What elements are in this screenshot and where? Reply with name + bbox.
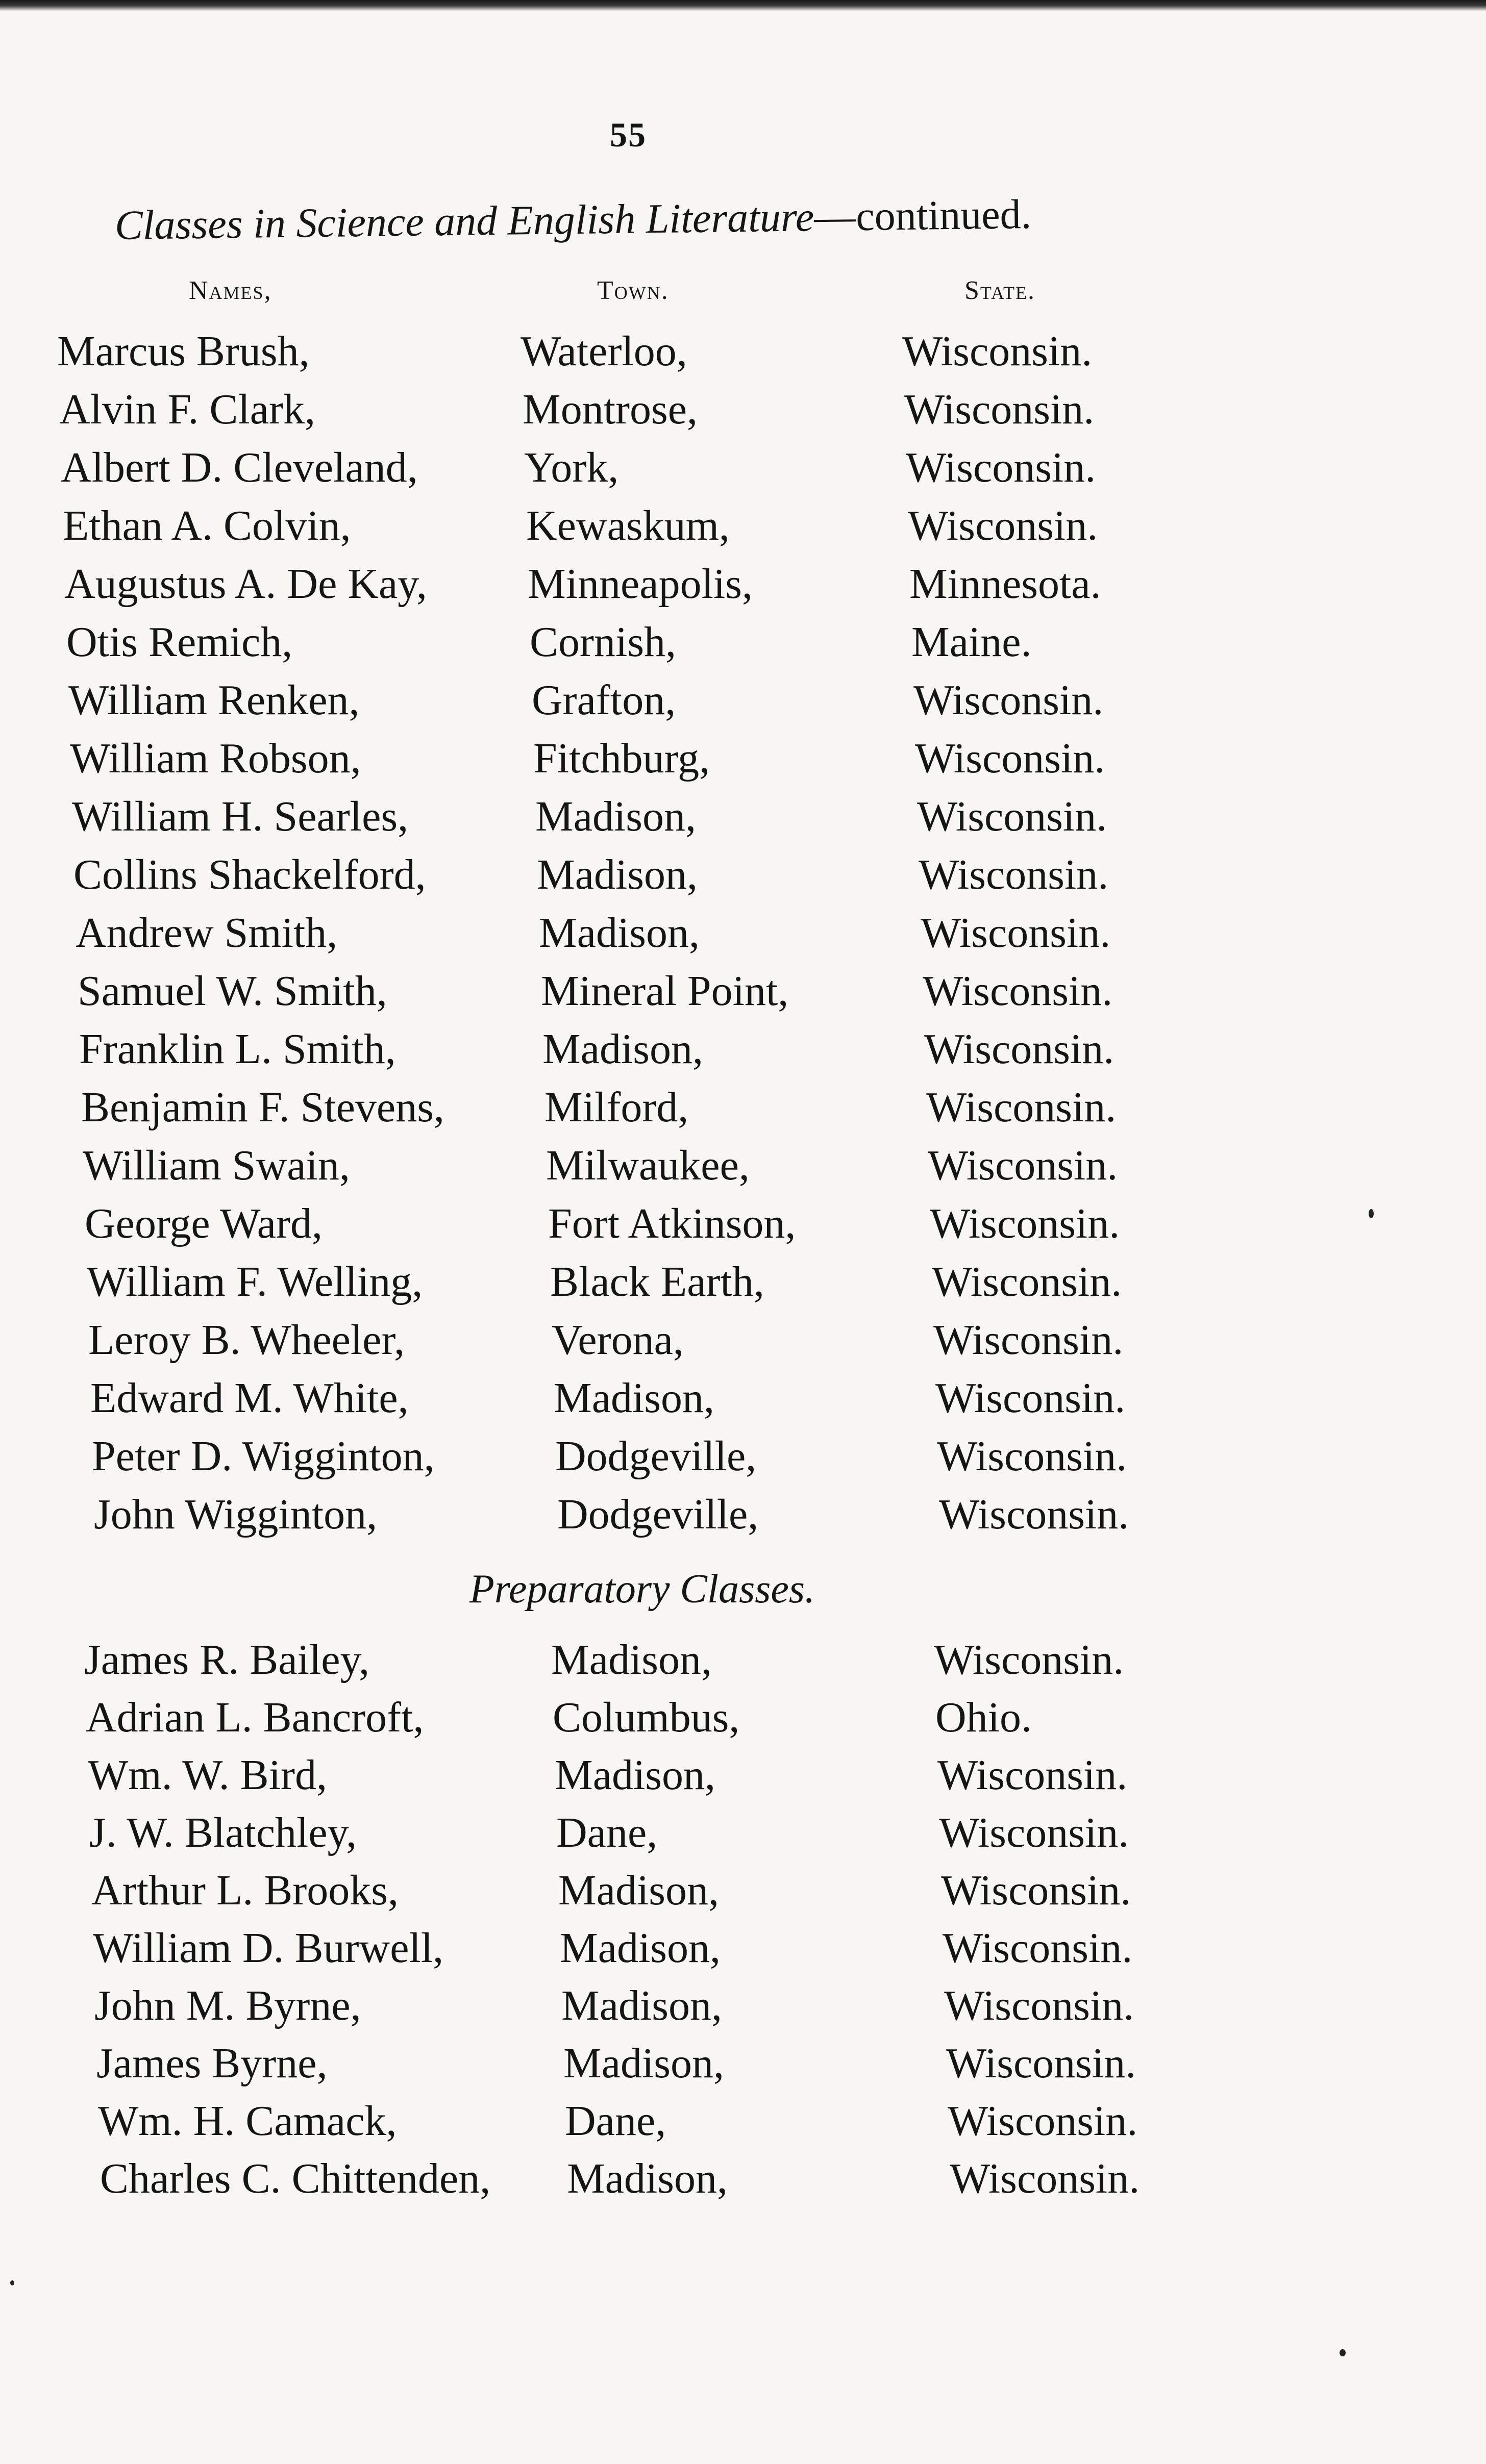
student-state: Wisconsin. xyxy=(935,1374,1126,1422)
student-town: Madison, xyxy=(561,1982,722,2029)
student-town: Madison, xyxy=(560,1924,721,1972)
page-top-edge xyxy=(0,0,1486,11)
list-item xyxy=(0,1750,1486,1801)
list-item xyxy=(0,675,1486,726)
student-state: Wisconsin. xyxy=(950,2155,1140,2202)
student-name: William H. Searles, xyxy=(72,793,409,840)
student-town: Madison, xyxy=(554,1374,714,1422)
student-town: Mineral Point, xyxy=(541,967,789,1015)
student-state: Wisconsin. xyxy=(904,386,1095,433)
student-name: James Byrne, xyxy=(96,2040,328,2087)
list-item xyxy=(0,443,1486,494)
list-item xyxy=(0,1083,1486,1134)
student-town: Milford, xyxy=(544,1084,689,1131)
student-town: Kewaskum, xyxy=(526,502,730,549)
student-town: Madison, xyxy=(567,2155,728,2202)
list-item xyxy=(0,966,1486,1017)
list-item xyxy=(0,1866,1486,1917)
student-town: Madison, xyxy=(558,1867,719,1914)
student-state: Wisconsin. xyxy=(906,444,1096,491)
student-town: Madison, xyxy=(539,909,700,957)
list-item xyxy=(0,1490,1486,1541)
student-town: Minneapolis, xyxy=(528,560,753,608)
student-state: Wisconsin. xyxy=(919,851,1109,898)
student-name: James R. Bailey, xyxy=(84,1636,370,1683)
student-town: Madison, xyxy=(555,1751,715,1799)
student-state: Wisconsin. xyxy=(948,2097,1138,2145)
list-item xyxy=(0,559,1486,610)
student-state: Wisconsin. xyxy=(924,1025,1114,1073)
student-town: Columbus, xyxy=(553,1694,740,1741)
list-item xyxy=(0,2154,1486,2205)
section-heading-science xyxy=(114,190,1031,249)
list-item xyxy=(0,1373,1486,1424)
student-state: Wisconsin. xyxy=(913,676,1104,724)
student-name: Albert D. Cleveland, xyxy=(61,444,418,491)
student-name: Arthur L. Brooks, xyxy=(91,1867,399,1914)
student-name: Peter D. Wigginton, xyxy=(92,1432,435,1480)
student-name: Leroy B. Wheeler, xyxy=(88,1316,405,1364)
column-header-town: Town. xyxy=(597,276,669,305)
student-town: Madison, xyxy=(542,1025,703,1073)
student-town: Madison, xyxy=(535,793,696,840)
student-town: Madison, xyxy=(537,851,698,898)
student-name: William Renken, xyxy=(68,676,360,724)
student-state: Wisconsin. xyxy=(934,1636,1124,1683)
student-town: Milwaukee, xyxy=(546,1142,750,1189)
list-item xyxy=(0,1024,1486,1075)
student-town: Grafton, xyxy=(532,676,676,724)
student-town: Madison, xyxy=(563,2040,724,2087)
section-heading-preparatory: Preparatory Classes. xyxy=(469,1567,815,1612)
section-heading-italic: Classes in Science and English Literature xyxy=(114,193,814,248)
student-name: J. W. Blatchley, xyxy=(89,1809,357,1856)
student-state: Wisconsin. xyxy=(941,1867,1131,1914)
student-state: Wisconsin. xyxy=(937,1432,1127,1480)
list-item xyxy=(0,1141,1486,1192)
student-town: Verona, xyxy=(552,1316,684,1364)
student-town: Madison, xyxy=(551,1636,712,1683)
student-name: Franklin L. Smith, xyxy=(79,1025,396,1073)
list-item xyxy=(0,1315,1486,1366)
student-name: Collins Shackelford, xyxy=(73,851,426,898)
student-name: George Ward, xyxy=(85,1200,323,1247)
student-town: Waterloo, xyxy=(521,328,687,375)
student-name: William D. Burwell, xyxy=(93,1924,444,1972)
student-name: Charles C. Chittenden, xyxy=(100,2155,491,2202)
student-name: Benjamin F. Stevens, xyxy=(81,1084,444,1131)
student-name: John Wigginton, xyxy=(94,1491,378,1538)
student-state: Wisconsin. xyxy=(933,1316,1124,1364)
student-state: Wisconsin. xyxy=(921,909,1111,957)
student-state: Wisconsin. xyxy=(902,328,1093,375)
student-state: Wisconsin. xyxy=(923,967,1113,1015)
student-state: Wisconsin. xyxy=(946,2040,1136,2087)
student-state: Wisconsin. xyxy=(944,1982,1134,2029)
list-item xyxy=(0,2096,1486,2147)
student-state: Wisconsin. xyxy=(917,793,1107,840)
student-town: Fitchburg, xyxy=(533,735,710,782)
student-state: Minnesota. xyxy=(909,560,1101,608)
student-name: John M. Byrne, xyxy=(94,1982,361,2029)
student-state: Wisconsin. xyxy=(937,1751,1128,1799)
list-item xyxy=(0,501,1486,552)
student-state: Wisconsin. xyxy=(943,1924,1133,1972)
student-state: Wisconsin. xyxy=(939,1491,1129,1538)
list-item xyxy=(0,326,1486,378)
list-item xyxy=(0,734,1486,785)
list-item xyxy=(0,1257,1486,1308)
student-name: Edward M. White, xyxy=(90,1374,409,1422)
list-item xyxy=(0,1635,1486,1686)
student-town: York, xyxy=(524,444,619,491)
student-name: Alvin F. Clark, xyxy=(59,386,315,433)
student-state: Maine. xyxy=(911,618,1032,666)
student-state: Wisconsin. xyxy=(939,1809,1129,1856)
ink-speck xyxy=(1340,2349,1346,2356)
student-name: William Swain, xyxy=(83,1142,350,1189)
list-item xyxy=(0,792,1486,843)
student-town: Dodgeville, xyxy=(557,1491,759,1538)
ink-speck xyxy=(10,2280,14,2285)
list-item xyxy=(0,385,1486,436)
student-town: Dane, xyxy=(565,2097,666,2145)
ink-speck xyxy=(1369,1209,1374,1218)
student-state: Ohio. xyxy=(935,1694,1032,1741)
student-name: Samuel W. Smith, xyxy=(78,967,387,1015)
student-state: Wisconsin. xyxy=(930,1200,1120,1247)
student-name: Marcus Brush, xyxy=(57,328,310,375)
student-town: Black Earth, xyxy=(550,1258,764,1305)
student-name: Ethan A. Colvin, xyxy=(63,502,351,549)
student-state: Wisconsin. xyxy=(908,502,1098,549)
student-name: William Robson, xyxy=(70,735,361,782)
student-town: Dane, xyxy=(556,1809,658,1856)
student-state: Wisconsin. xyxy=(915,735,1105,782)
list-item xyxy=(0,850,1486,901)
student-state: Wisconsin. xyxy=(928,1142,1118,1189)
list-item xyxy=(0,1923,1486,1974)
page-number: 55 xyxy=(610,115,647,154)
section-heading-suffix: —continued. xyxy=(813,191,1032,240)
list-item xyxy=(0,908,1486,959)
list-item xyxy=(0,1431,1486,1482)
list-item xyxy=(0,1693,1486,1744)
list-item xyxy=(0,1199,1486,1250)
student-name: Andrew Smith, xyxy=(76,909,338,957)
student-name: Adrian L. Bancroft, xyxy=(86,1694,424,1741)
list-item xyxy=(0,1808,1486,1859)
student-name: Augustus A. De Kay, xyxy=(64,560,427,608)
student-town: Fort Atkinson, xyxy=(548,1200,796,1247)
list-item xyxy=(0,617,1486,668)
list-item xyxy=(0,2039,1486,2090)
column-header-state: State. xyxy=(964,276,1036,305)
student-town: Montrose, xyxy=(523,386,698,433)
student-name: Otis Remich, xyxy=(66,618,293,666)
student-state: Wisconsin. xyxy=(926,1084,1117,1131)
student-state: Wisconsin. xyxy=(932,1258,1122,1305)
student-name: William F. Welling, xyxy=(87,1258,423,1305)
student-name: Wm. W. Bird, xyxy=(88,1751,328,1799)
student-name: Wm. H. Camack, xyxy=(98,2097,397,2145)
column-header-names: Names, xyxy=(189,276,272,305)
student-town: Cornish, xyxy=(530,618,677,666)
list-item xyxy=(0,1981,1486,2032)
student-town: Dodgeville, xyxy=(555,1432,757,1480)
